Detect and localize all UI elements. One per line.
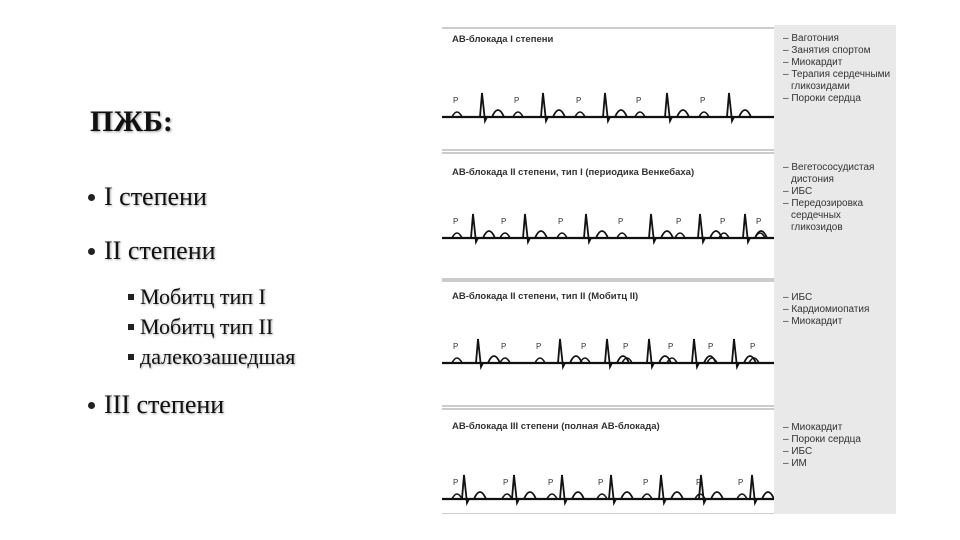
p-wave-label: P xyxy=(720,217,726,226)
p-wave-label: P xyxy=(536,342,542,351)
p-wave-label: P xyxy=(576,96,582,105)
causes-degree-2-type-2: – ИБС – Кардиомиопатия – Миокардит xyxy=(783,292,870,327)
bullet-dot-icon xyxy=(88,248,95,255)
square-bullet-icon xyxy=(128,324,134,330)
p-wave-label: P xyxy=(756,217,762,226)
bullet-item-degree-3: III степени xyxy=(88,390,295,420)
p-wave-label: P xyxy=(453,217,459,226)
p-wave-label: P xyxy=(453,478,459,487)
bullet-item-degree-2: II степени xyxy=(88,236,295,266)
panel-title-degree-1: АВ-блокада I степени xyxy=(452,34,554,45)
slide-title: ПЖБ: xyxy=(90,105,173,138)
p-wave-label: P xyxy=(636,96,642,105)
p-wave-label: P xyxy=(501,217,507,226)
p-wave-label: P xyxy=(548,478,554,487)
bullet-dot-icon xyxy=(88,402,95,409)
ecg-panel-degree-1 xyxy=(442,28,774,150)
p-wave-label: P xyxy=(700,96,706,105)
p-wave-label: P xyxy=(598,478,604,487)
panel-title-degree-2-type-1: АВ-блокада II степени, тип I (периодика Венкебаха) xyxy=(452,167,695,178)
causes-degree-3: – Миокардит – Пороки сердца – ИБС – ИМ xyxy=(783,422,861,469)
p-wave-label: P xyxy=(503,478,509,487)
bullet-item-degree-1: I степени xyxy=(88,182,295,212)
p-wave-label: P xyxy=(453,342,459,351)
p-wave-label: P xyxy=(623,342,629,351)
p-wave-label: P xyxy=(581,342,587,351)
p-wave-label: P xyxy=(738,478,744,487)
sub-bullet-mobitz-2: Мобитц тип II xyxy=(128,312,295,342)
ecg-diagram xyxy=(442,25,774,514)
sub-bullet-advanced: далекозашедшая xyxy=(128,342,295,372)
p-wave-label: P xyxy=(750,342,756,351)
causes-degree-2-type-1: – Вегетососудистая дистония – ИБС – Передозировка сердечных гликозидов xyxy=(783,162,875,233)
causes-sidebar xyxy=(774,25,896,514)
p-wave-label: P xyxy=(514,96,520,105)
p-wave-label: P xyxy=(558,217,564,226)
causes-degree-1: – Ваготония – Занятия спортом – Миокардит – Терапия сердечными гликозидами – Пороки сердца xyxy=(783,33,891,104)
p-wave-label: P xyxy=(643,478,649,487)
p-wave-label: P xyxy=(618,217,624,226)
bullet-dot-icon xyxy=(88,194,95,201)
p-wave-label: P xyxy=(676,217,682,226)
square-bullet-icon xyxy=(128,354,134,360)
panel-title-degree-3: АВ-блокада III степени (полная АВ-блокада) xyxy=(452,421,660,432)
p-wave-label: P xyxy=(668,342,674,351)
p-wave-label: P xyxy=(696,478,702,487)
bullet-list xyxy=(88,182,295,420)
square-bullet-icon xyxy=(128,294,134,300)
panel-title-degree-2-type-2: АВ-блокада II степени, тип II (Мобитц II) xyxy=(452,291,639,302)
p-wave-label: P xyxy=(501,342,507,351)
sub-bullet-mobitz-1: Мобитц тип I xyxy=(128,282,295,312)
p-wave-label: P xyxy=(708,342,714,351)
p-wave-label: P xyxy=(453,96,459,105)
